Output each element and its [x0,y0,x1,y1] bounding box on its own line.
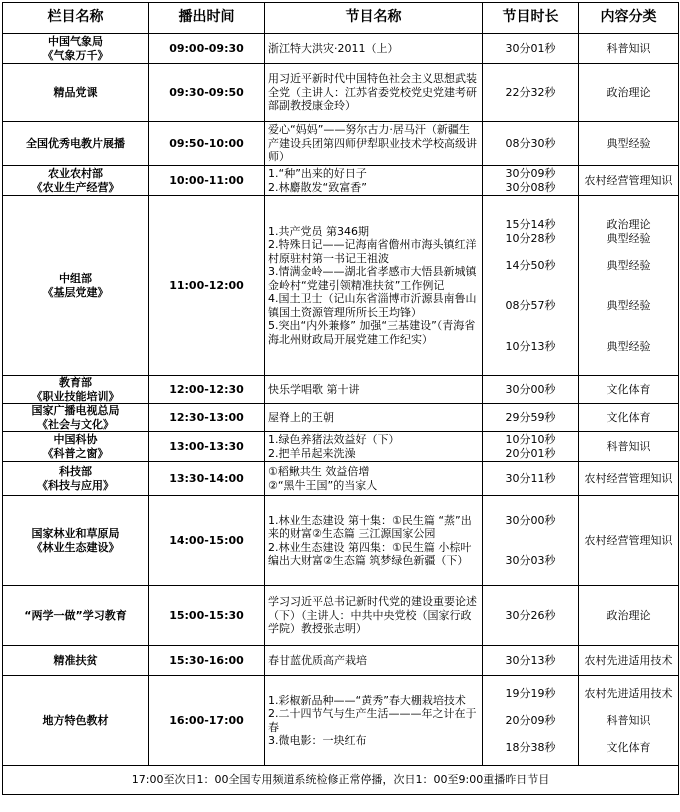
category-cell: 政治理论 [579,64,679,122]
duration-cell: 30分11秒 [483,462,579,496]
program-schedule-table [2,2,679,795]
broadcast-time-cell: 10:00-11:00 [149,166,265,196]
duration-cell: 10分10秒 20分01秒 [483,432,579,462]
table-row [3,34,679,64]
broadcast-time-cell: 09:30-09:50 [149,64,265,122]
table-row [3,676,679,766]
broadcast-time-cell: 09:50-10:00 [149,122,265,166]
header-broadcast-time: 播出时间 [149,3,265,34]
table-row [3,432,679,462]
broadcast-time-cell: 13:30-14:00 [149,462,265,496]
broadcast-time-cell: 09:00-09:30 [149,34,265,64]
broadcast-time-cell: 14:00-15:00 [149,496,265,586]
maintenance-notice: 17:00至次日1：00全国专用频道系统检修正常停播，次日1：00至9:00重播昨日节目 [3,766,679,795]
broadcast-time-cell: 12:30-13:00 [149,404,265,432]
table-row [3,404,679,432]
category-cell: 农村经营管理知识 [579,166,679,196]
program-name-cell: ①稻鳅共生 效益倍增 ②“黑牛王国”的当家人 [265,462,483,496]
header-column-name: 栏目名称 [3,3,149,34]
duration-cell: 30分13秒 [483,646,579,676]
broadcast-time-cell: 15:30-16:00 [149,646,265,676]
column-name-cell: 科技部 《科技与应用》 [3,462,149,496]
program-name-cell: 1.“种”出来的好日子 2.林麝散发“致富香” [265,166,483,196]
column-name-cell: 农业农村部 《农业生产经营》 [3,166,149,196]
category-cell: 典型经验 [579,122,679,166]
broadcast-time-cell: 13:00-13:30 [149,432,265,462]
table-row [3,166,679,196]
program-name-cell: 春甘蓝优质高产栽培 [265,646,483,676]
broadcast-time-cell: 15:00-15:30 [149,586,265,646]
program-name-cell: 屋脊上的王朝 [265,404,483,432]
broadcast-time-cell: 11:00-12:00 [149,196,265,376]
column-name-cell: 国家广播电视总局 《社会与文化》 [3,404,149,432]
duration-cell: 08分30秒 [483,122,579,166]
table-row [3,646,679,676]
category-cell: 文化体育 [579,376,679,404]
column-name-cell: “两学一做”学习教育 [3,586,149,646]
program-name-cell: 快乐学唱歌 第十讲 [265,376,483,404]
table-row [3,376,679,404]
duration-cell: 30分00秒 [483,376,579,404]
duration-cell: 15分14秒 10分28秒 14分50秒 08分57秒 10分13秒 [483,196,579,376]
column-name-cell: 中国科协 《科普之窗》 [3,432,149,462]
program-name-cell: 1.共产党员 第346期 2.特殊日记——记海南省儋州市海头镇红洋村原驻村第一书记王祖波 3.情满金岭——湖北省孝感市大悟县新城镇金岭村“党建引领精准扶贫”工作例记 4.国土卫士（记山东省淄博市沂源县南鲁山镇国土资源管理所所长王均锋） 5.突出“内外兼修” 加强“三基建设”（青海省海北州财政局开展党建工作纪实） [265,196,483,376]
duration-cell: 30分09秒 30分08秒 [483,166,579,196]
program-name-cell: 爱心“妈妈”——努尔古力·居马汗（新疆生产建设兵团第四师伊犁职业技术学校高级讲师） [265,122,483,166]
table-row [3,496,679,586]
category-cell: 文化体育 [579,404,679,432]
column-name-cell: 中国气象局 《气象万千》 [3,34,149,64]
broadcast-time-cell: 12:00-12:30 [149,376,265,404]
duration-cell: 30分00秒 30分03秒 [483,496,579,586]
column-name-cell: 地方特色教材 [3,676,149,766]
duration-cell: 30分26秒 [483,586,579,646]
table-row [3,586,679,646]
column-name-cell: 中组部 《基层党建》 [3,196,149,376]
column-name-cell: 全国优秀电教片展播 [3,122,149,166]
category-cell: 农村经营管理知识 [579,496,679,586]
duration-cell: 19分19秒 20分09秒 18分38秒 [483,676,579,766]
column-name-cell: 国家林业和草原局 《林业生态建设》 [3,496,149,586]
category-cell: 科普知识 [579,432,679,462]
category-cell: 政治理论 典型经验 典型经验 典型经验 典型经验 [579,196,679,376]
column-name-cell: 精品党课 [3,64,149,122]
table-row [3,462,679,496]
table-row [3,64,679,122]
table-footer-row [3,766,679,795]
program-name-cell: 用习近平新时代中国特色社会主义思想武装全党（主讲人：江苏省委党校党史党建考研部副教授康金玲） [265,64,483,122]
category-cell: 农村先进适用技术 科普知识 文化体育 [579,676,679,766]
duration-cell: 29分59秒 [483,404,579,432]
program-name-cell: 1.绿色养猪法效益好（下） 2.把羊吊起来洗澡 [265,432,483,462]
program-name-cell: 1.彩椒新品种——“黄秀”春大棚栽培技术 2.二十四节气与生产生活———年之计在于春 3.微电影：一块红布 [265,676,483,766]
category-cell: 科普知识 [579,34,679,64]
category-cell: 农村经营管理知识 [579,462,679,496]
table-row [3,196,679,376]
table-header-row [3,3,679,34]
column-name-cell: 精准扶贫 [3,646,149,676]
program-name-cell: 1.林业生态建设 第十集：①民生篇 “蒸”出来的财富②生态篇 三江源国家公园 2.林业生态建设 第四集：①民生篇 小棕叶编出大财富②生态篇 筑梦绿色新疆（下） [265,496,483,586]
program-name-cell: 浙江特大洪灾·2011（上） [265,34,483,64]
table-row [3,122,679,166]
header-category: 内容分类 [579,3,679,34]
header-program-name: 节目名称 [265,3,483,34]
header-duration: 节目时长 [483,3,579,34]
column-name-cell: 教育部 《职业技能培训》 [3,376,149,404]
category-cell: 政治理论 [579,586,679,646]
program-name-cell: 学习习近平总书记新时代党的建设重要论述（下）（主讲人：中共中央党校（国家行政学院）教授张志明） [265,586,483,646]
category-cell: 农村先进适用技术 [579,646,679,676]
duration-cell: 22分32秒 [483,64,579,122]
duration-cell: 30分01秒 [483,34,579,64]
broadcast-time-cell: 16:00-17:00 [149,676,265,766]
